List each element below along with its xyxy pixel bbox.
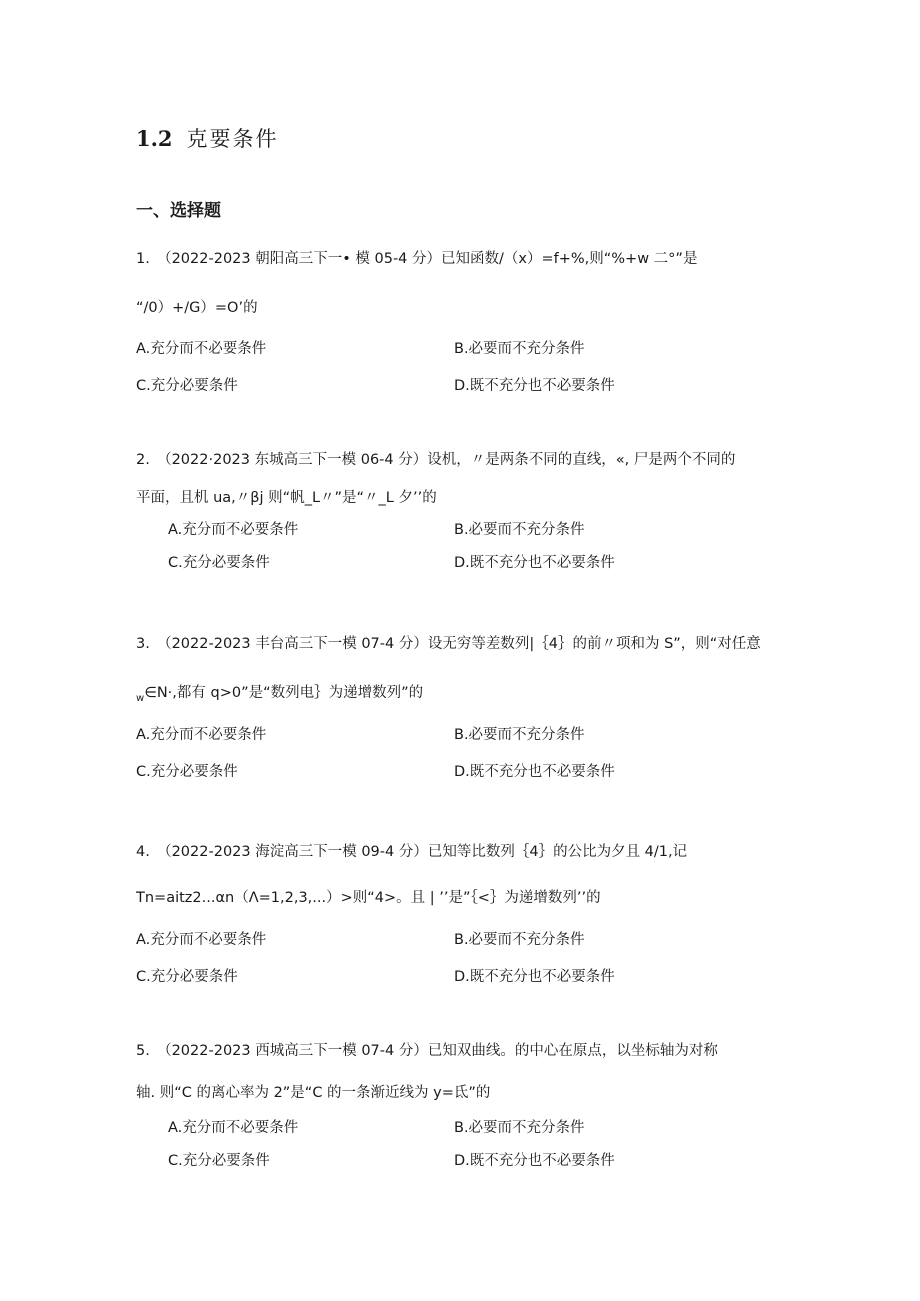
question-5-option-d: D.既不充分也不必要条件 (454, 1153, 615, 1169)
question-5-option-b: B.必要而不充分条件 (454, 1120, 585, 1136)
question-4-line2: Tn=aitz2...αn（Λ=1,2,3,...）>则“4>。且 | ’’是”｛<｝为递增数列’’的 (136, 890, 601, 906)
question-1-option-b: B.必要而不充分条件 (454, 341, 585, 357)
question-4-option-c: C.充分必要条件 (136, 969, 238, 985)
question-1-option-a: A.充分而不必要条件 (136, 341, 267, 357)
question-2-option-b: B.必要而不充分条件 (454, 522, 585, 538)
question-5-option-a: A.充分而不必要条件 (168, 1120, 299, 1136)
question-5-option-c: C.充分必要条件 (168, 1153, 270, 1169)
question-4-line1: 4. （2022-2023 海淀高三下一模 09-4 分）已知等比数列｛4｝的公比为夕且 4/1,记 (136, 844, 688, 860)
question-1-option-d: D.既不充分也不必要条件 (454, 378, 615, 394)
question-5-line2: 轴. 则“C 的离心率为 2”是“C 的一条渐近线为 y=氐”的 (136, 1085, 491, 1101)
question-4-option-a: A.充分而不必要条件 (136, 932, 267, 948)
section-title: 一、选择题 (136, 201, 221, 221)
question-3-line2-text: ∈N·,都有 q>0”是“数列电｝为递增数列”的 (144, 685, 424, 701)
question-3-option-b: B.必要而不充分条件 (454, 727, 585, 743)
question-1-option-c: C.充分必要条件 (136, 378, 238, 394)
question-4-option-b: B.必要而不充分条件 (454, 932, 585, 948)
question-2-option-c: C.充分必要条件 (168, 555, 270, 571)
question-2-line2: 平面，且机 ua,〃βj 则“帆_L〃”是“〃_L 夕’’的 (136, 490, 437, 506)
doc-title-number: 1.2 (136, 126, 173, 151)
question-1-line2: “/0）+/G）=O’的 (136, 300, 258, 316)
question-3-line2 (136, 683, 423, 709)
question-3-line2-sub: w (136, 692, 145, 704)
question-3-line1: 3. （2022-2023 丰台高三下一模 07-4 分）设无穷等差数列|｛4｝的前〃项和为 S”，则“对任意 (136, 636, 761, 652)
question-3-option-c: C.充分必要条件 (136, 764, 238, 780)
question-2-line1: 2. （2022·2023 东城高三下一模 06-4 分）设机，〃是两条不同的直线，«, 尸是两个不同的 (136, 452, 736, 468)
question-3-option-a: A.充分而不必要条件 (136, 727, 267, 743)
question-5-line1: 5. （2022-2023 西城高三下一模 07-4 分）已知双曲线。的中心在原点，以坐标轴为对称 (136, 1043, 718, 1059)
doc-title (136, 123, 279, 153)
question-2-option-a: A.充分而不必要条件 (168, 522, 299, 538)
question-4-option-d: D.既不充分也不必要条件 (454, 969, 615, 985)
question-2-option-d: D.既不充分也不必要条件 (454, 555, 615, 571)
doc-title-text: 克要条件 (186, 127, 279, 151)
question-3-option-d: D.既不充分也不必要条件 (454, 764, 615, 780)
question-1-line1: 1. （2022-2023 朝阳高三下一• 模 05-4 分）已知函数/（x）=f+%,则“%+w 二°”是 (136, 251, 698, 267)
